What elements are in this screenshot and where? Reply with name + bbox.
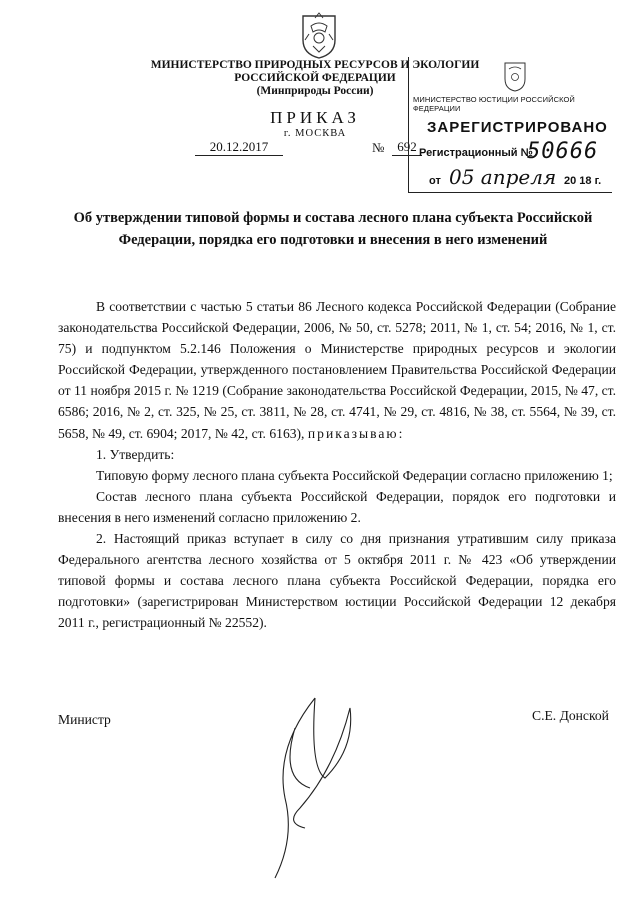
stamp-reg-number: 50666 <box>527 139 599 164</box>
ministry-line1: МИНИСТЕРСТВО ПРИРОДНЫХ РЕСУРСОВ И ЭКОЛОГИИ <box>150 59 480 71</box>
document-body <box>58 296 616 634</box>
ministry-short: (Минприроды России) <box>256 85 374 97</box>
stamp-date-handwritten: 05 апреля <box>449 165 557 189</box>
coat-of-arms-emblem <box>297 10 341 60</box>
document-title: Об утверждении типовой формы и состава лесного плана субъекта Российской Федерации, порядка его подготовки и внесения в него изменений <box>73 210 593 248</box>
stamp-registered: ЗАРЕГИСТРИРОВАНО <box>427 119 608 136</box>
ministry-line2: РОССИЙСКОЙ ФЕДЕРАЦИИ <box>234 72 396 84</box>
stamp-reg-label: Регистрационный № <box>419 147 533 159</box>
city: г. МОСКВА <box>283 128 347 139</box>
paragraph-2: 1. Утвердить: <box>96 446 175 462</box>
stamp-emblem-icon <box>501 59 529 93</box>
order-date: 20.12.2017 <box>195 139 283 156</box>
doc-type: ПРИКАЗ <box>270 108 360 127</box>
signer-name: С.Е. Донской <box>532 708 609 723</box>
stamp-year: 20 18 г. <box>564 175 602 187</box>
paragraph-1 <box>58 296 616 444</box>
paragraph-1-text: В соответствии с частью 5 статьи 86 Лесного кодекса Российской Федерации (Собрание законодательства Российской Федерации, 2006, № 50, ст. 5278; 2011, № 1, ст. 54; 2016, № 1, ст. 75) и подпунктом 5.2.146 Положения о Министерстве природных ресурсов и экологии Российской Федерации, утвержденного постановлением Правительства Российской Федерации от 11 ноября 2015 г. № 1219 (Собрание законодательства Российской Федерации, 2015, № 47, ст. 6586; 2016, № 2, ст. 325, № 25, ст. 3811, № 28, ст. 4741, № 29, ст. 4816, № 38, ст. 5564, № 39, ст. 5658, № 49, ст. 6904; 2017, № 42, ст. 6163), <box>58 299 616 441</box>
paragraph-4: Состав лесного плана субъекта Российской Федерации, порядок его подготовки и внесения в него изменений согласно приложению 2. <box>58 488 616 525</box>
handwritten-signature <box>255 688 375 888</box>
stamp-ministry: МИНИСТЕРСТВО ЮСТИЦИИ РОССИЙСКОЙ ФЕДЕРАЦИИ <box>413 95 575 113</box>
signer-role: Министр <box>58 712 111 727</box>
paragraph-1-order-word: приказываю: <box>307 425 405 441</box>
order-number: 692 <box>392 139 422 156</box>
paragraph-5: 2. Настоящий приказ вступает в силу со дня признания утратившим силу приказа Федерального агентства лесного хозяйства от 5 октября 2011 г. № 423 «Об утверждении типовой формы и состава лесного плана субъекта Российской Федерации, порядка его подготовки» (зарегистрирован Министерством юстиции Российской Федерации 12 декабря 2011 г., регистрационный № 22552). <box>58 531 616 631</box>
registration-stamp <box>408 57 612 193</box>
paragraph-3: Типовую форму лесного плана субъекта Российской Федерации согласно приложению 1; <box>96 467 613 483</box>
stamp-date-prefix: от <box>429 175 441 187</box>
order-number-label: № <box>372 140 385 155</box>
